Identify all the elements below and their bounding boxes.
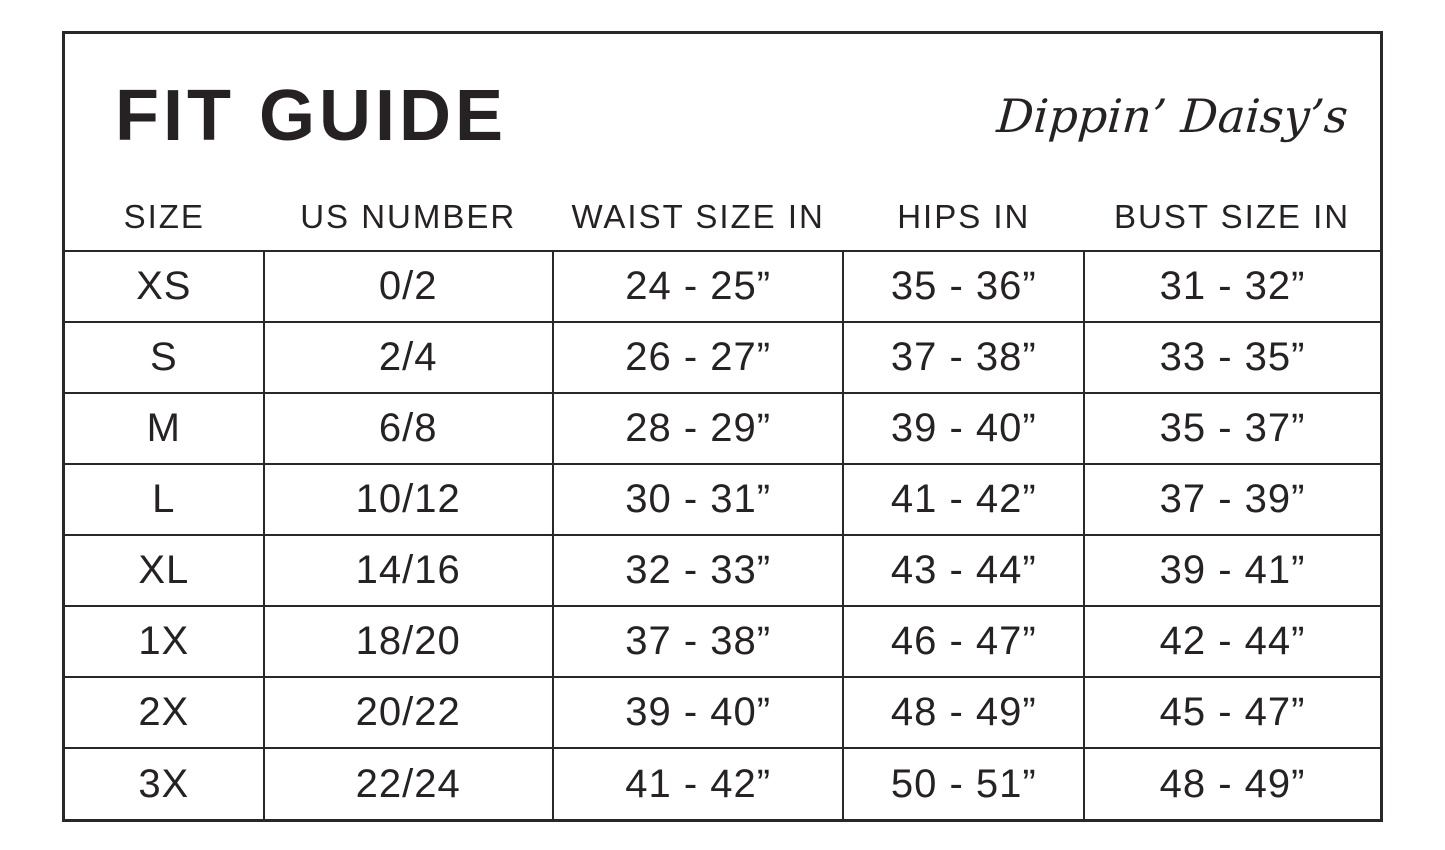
cell-waist: 37 - 38” bbox=[553, 606, 844, 677]
card-header bbox=[65, 34, 1380, 184]
cell-size: XL bbox=[65, 535, 264, 606]
cell-hips: 41 - 42” bbox=[843, 464, 1084, 535]
column-header-us-number: US NUMBER bbox=[264, 184, 553, 251]
table-row-xl bbox=[65, 535, 1380, 606]
column-header-size: SIZE bbox=[65, 184, 264, 251]
cell-bust: 39 - 41” bbox=[1084, 535, 1380, 606]
cell-bust: 35 - 37” bbox=[1084, 393, 1380, 464]
cell-us-number: 20/22 bbox=[264, 677, 553, 748]
cell-size: S bbox=[65, 322, 264, 393]
header-row bbox=[65, 184, 1380, 251]
cell-us-number: 2/4 bbox=[264, 322, 553, 393]
cell-hips: 35 - 36” bbox=[843, 251, 1084, 322]
cell-us-number: 22/24 bbox=[264, 748, 553, 819]
cell-bust: 42 - 44” bbox=[1084, 606, 1380, 677]
cell-us-number: 6/8 bbox=[264, 393, 553, 464]
cell-bust: 45 - 47” bbox=[1084, 677, 1380, 748]
cell-us-number: 18/20 bbox=[264, 606, 553, 677]
cell-waist: 28 - 29” bbox=[553, 393, 844, 464]
cell-hips: 37 - 38” bbox=[843, 322, 1084, 393]
table-row-3x bbox=[65, 748, 1380, 819]
cell-waist: 32 - 33” bbox=[553, 535, 844, 606]
cell-size: L bbox=[65, 464, 264, 535]
column-header-hips: HIPS IN bbox=[843, 184, 1084, 251]
brand-logo: Dippin’ Daisy’s bbox=[995, 89, 1350, 143]
table-row-l bbox=[65, 464, 1380, 535]
cell-waist: 26 - 27” bbox=[553, 322, 844, 393]
cell-waist: 39 - 40” bbox=[553, 677, 844, 748]
fit-guide-card bbox=[62, 31, 1383, 822]
size-chart-table bbox=[65, 184, 1380, 819]
cell-bust: 48 - 49” bbox=[1084, 748, 1380, 819]
cell-bust: 31 - 32” bbox=[1084, 251, 1380, 322]
column-header-waist: WAIST SIZE IN bbox=[553, 184, 844, 251]
cell-size: 2X bbox=[65, 677, 264, 748]
cell-hips: 48 - 49” bbox=[843, 677, 1084, 748]
table-row-m bbox=[65, 393, 1380, 464]
cell-bust: 37 - 39” bbox=[1084, 464, 1380, 535]
cell-size: M bbox=[65, 393, 264, 464]
cell-size: 3X bbox=[65, 748, 264, 819]
cell-size: 1X bbox=[65, 606, 264, 677]
cell-us-number: 14/16 bbox=[264, 535, 553, 606]
table-row-xs bbox=[65, 251, 1380, 322]
column-header-bust: BUST SIZE IN bbox=[1084, 184, 1380, 251]
table-row-s bbox=[65, 322, 1380, 393]
cell-size: XS bbox=[65, 251, 264, 322]
cell-waist: 30 - 31” bbox=[553, 464, 844, 535]
page-title: FIT GUIDE bbox=[115, 76, 507, 156]
cell-waist: 24 - 25” bbox=[553, 251, 844, 322]
cell-hips: 46 - 47” bbox=[843, 606, 1084, 677]
table-row-1x bbox=[65, 606, 1380, 677]
cell-bust: 33 - 35” bbox=[1084, 322, 1380, 393]
cell-hips: 50 - 51” bbox=[843, 748, 1084, 819]
table-row-2x bbox=[65, 677, 1380, 748]
cell-us-number: 0/2 bbox=[264, 251, 553, 322]
cell-waist: 41 - 42” bbox=[553, 748, 844, 819]
cell-us-number: 10/12 bbox=[264, 464, 553, 535]
cell-hips: 39 - 40” bbox=[843, 393, 1084, 464]
cell-hips: 43 - 44” bbox=[843, 535, 1084, 606]
